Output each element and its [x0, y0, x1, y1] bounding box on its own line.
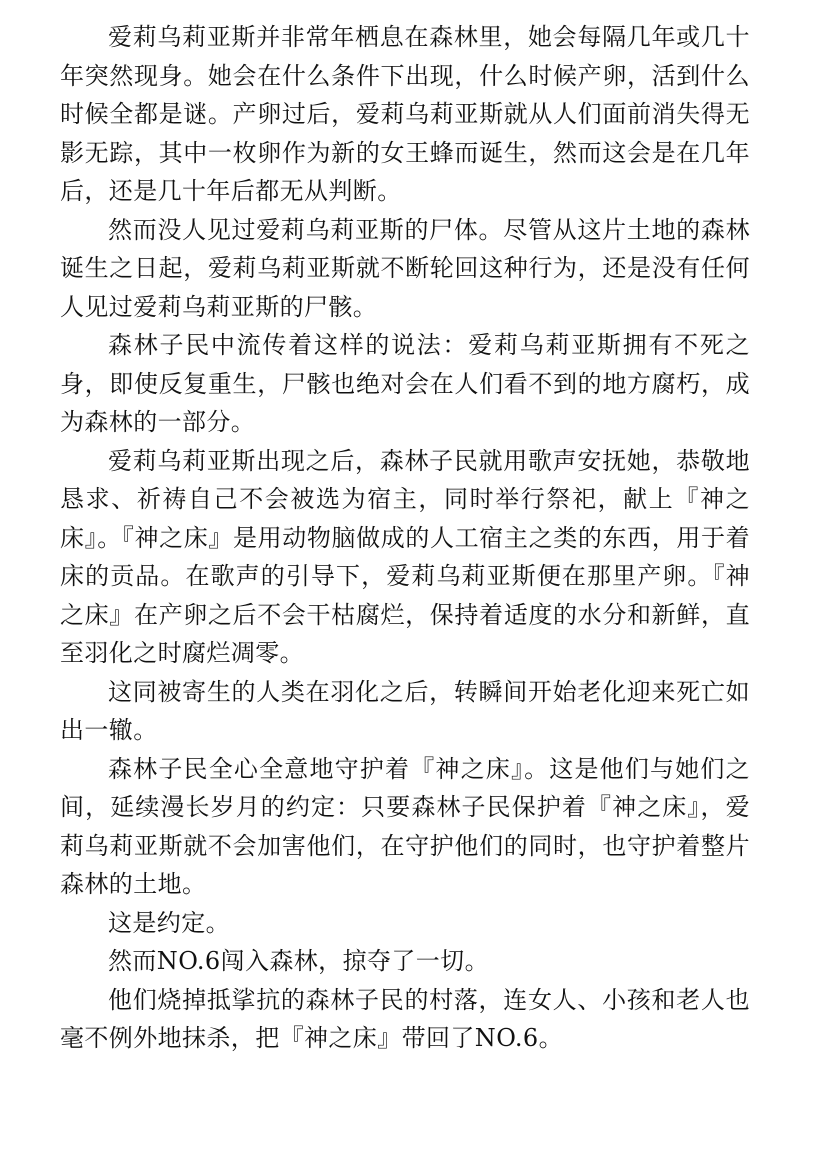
document-page	[60, 18, 750, 1058]
paragraph-8: 然而NO.6闯入森林，掠夺了一切。	[108, 947, 489, 975]
paragraph-4: 爱莉乌莉亚斯出现之后，森林子民就用歌声安抚她，恭敬地恳求、祈祷自己不会被选为宿主，同时举行祭祀，献上『神之床』。『神之床』是用动物脑做成的人工宿主之类的东西，用于着床的贡品。在歌声的引导下，爱莉乌莉亚斯便在那里产卵。『神之床』在产卵之后不会干枯腐烂，保持着适度的水分和新鲜，直至羽化之时腐烂凋零。	[60, 446, 750, 667]
paragraph-9: 他们烧掉抵挲抗的森林子民的村落，连女人、小孩和老人也毫不例外地抹杀，把『神之床』带回了NO.6。	[60, 985, 750, 1052]
paragraph-3: 森林子民中流传着这样的说法：爱莉乌莉亚斯拥有不死之身，即使反复重生，尸骸也绝对会在人们看不到的地方腐朽，成为森林的一部分。	[60, 331, 750, 436]
paragraph-1: 爱莉乌莉亚斯并非常年栖息在森林里，她会每隔几年或几十年突然现身。她会在什么条件下出现，什么时候产卵，活到什么时候全都是谜。产卵过后，爱莉乌莉亚斯就从人们面前消失得无影无踪，其中一枚卵作为新的女王蜂而诞生，然而这会是在几年后，还是几十年后都无从判断。	[60, 23, 750, 205]
paragraph-2: 然而没人见过爱莉乌莉亚斯的尸体。尽管从这片土地的森林诞生之日起，爱莉乌莉亚斯就不断轮回这种行为，还是没有任何人见过爱莉乌莉亚斯的尸骸。	[60, 215, 750, 321]
paragraph-6: 森林子民全心全意地守护着『神之床』。这是他们与她们之间，延续漫长岁月的约定：只要森林子民保护着『神之床』，爱莉乌莉亚斯就不会加害他们，在守护他们的同时，也守护着整片森林的土地。	[60, 754, 750, 898]
paragraph-5: 这同被寄生的人类在羽化之后，转瞬间开始老化迎来死亡如出一辙。	[60, 677, 750, 744]
paragraph-7: 这是约定。	[108, 908, 230, 937]
